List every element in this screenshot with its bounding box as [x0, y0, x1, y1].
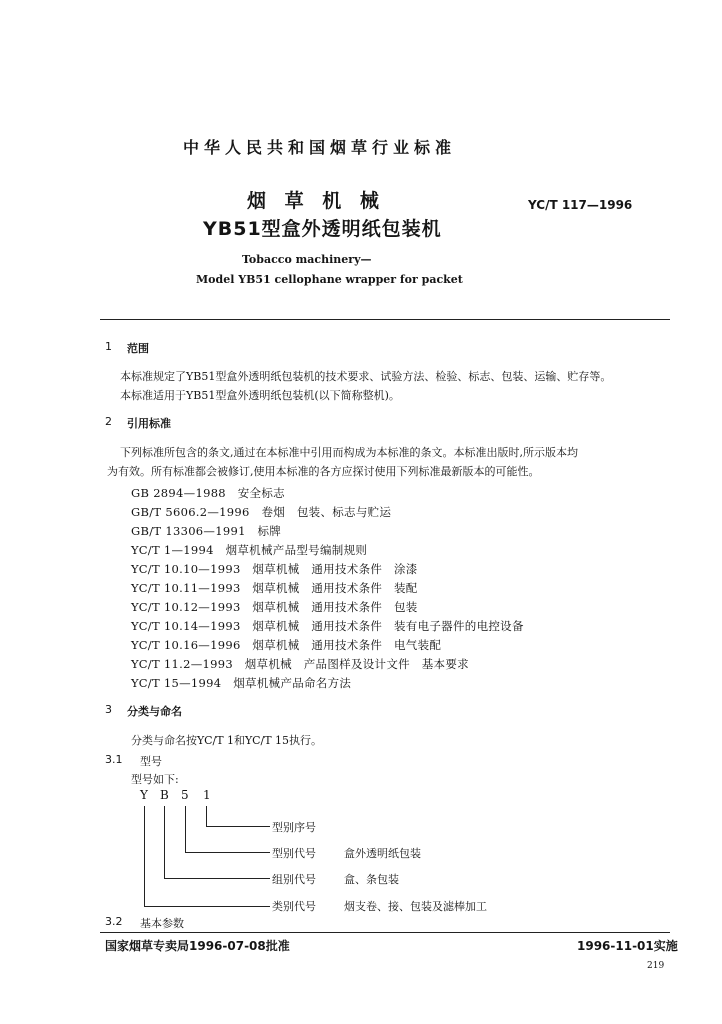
section-2-number: 2: [105, 415, 112, 428]
section-3-1-heading: 型号: [140, 755, 162, 768]
section-1-heading: 范围: [127, 342, 149, 355]
connector-line: [164, 806, 165, 878]
header-divider: [100, 319, 670, 320]
reference-item: YC/T 15—1994 烟草机械产品命名方法: [131, 676, 352, 690]
section-2-heading: 引用标准: [127, 417, 171, 430]
reference-item: GB/T 13306—1991 标牌: [131, 524, 282, 538]
reference-item: GB/T 5606.2—1996 卷烟 包装、标志与贮运: [131, 505, 392, 519]
effective-date: 1996-11-01实施: [577, 939, 678, 953]
section-3-number: 3: [105, 703, 112, 716]
connector-line: [185, 852, 270, 853]
footer-divider: [100, 932, 670, 933]
doc-title-line1: 烟 草 机 械: [247, 190, 385, 212]
diagram-desc: 盒、条包装: [344, 873, 399, 886]
diagram-label: 型别代号: [272, 847, 316, 860]
diagram-desc: 烟支卷、接、包装及滤棒加工: [344, 900, 487, 913]
connector-line: [206, 806, 207, 826]
section-3-heading: 分类与命名: [127, 705, 182, 718]
connector-line: [164, 878, 270, 879]
section-1-number: 1: [105, 340, 112, 353]
diagram-label: 型别序号: [272, 821, 316, 834]
model-letter: 1: [203, 788, 211, 802]
section-2-para-line-2: 为有效。所有标准都会被修订,使用本标准的各方应探讨使用下列标准最新版本的可能性。: [107, 465, 540, 478]
doc-title-line2: YB51型盒外透明纸包装机: [203, 218, 442, 240]
section-3-para: 分类与命名按YC/T 1和YC/T 15执行。: [131, 734, 323, 747]
reference-item: YC/T 1—1994 烟草机械产品型号编制规则: [131, 543, 368, 557]
reference-item: GB 2894—1988 安全标志: [131, 486, 285, 500]
connector-line: [206, 826, 270, 827]
reference-item: YC/T 10.12—1993 烟草机械 通用技术条件 包装: [131, 600, 418, 614]
page-number: 219: [647, 961, 665, 971]
standard-number: YC/T 117—1996: [528, 198, 633, 212]
section-3-1-number: 3.1: [105, 753, 123, 766]
connector-line: [185, 806, 186, 852]
model-letter: B: [160, 788, 169, 802]
section-3-2-number: 3.2: [105, 915, 123, 928]
model-letter: 5: [181, 788, 189, 802]
diagram-label: 类别代号: [272, 900, 316, 913]
reference-item: YC/T 10.10—1993 烟草机械 通用技术条件 涂漆: [131, 562, 418, 576]
model-letter: Y: [140, 788, 148, 802]
section-1-para-1: 本标准规定了YB51型盒外透明纸包装机的技术要求、试验方法、检验、标志、包装、运输、贮存等。: [120, 370, 612, 383]
section-3-1-para: 型号如下:: [131, 773, 179, 786]
english-title-line2: Model YB51 cellophane wrapper for packet: [196, 273, 463, 286]
connector-line: [144, 806, 145, 906]
english-title-line1: Tobacco machinery—: [242, 253, 372, 266]
approval-line: 国家烟草专卖局1996-07-08批准: [105, 939, 290, 953]
connector-line: [144, 906, 270, 907]
section-1-para-2: 本标准适用于YB51型盒外透明纸包装机(以下简称整机)。: [120, 389, 400, 402]
reference-item: YC/T 10.14—1993 烟草机械 通用技术条件 装有电子器件的电控设备: [131, 619, 524, 633]
issuer-title: 中华人民共和国烟草行业标准: [183, 138, 457, 157]
section-3-2-heading: 基本参数: [140, 917, 184, 930]
section-2-para-line-1: 下列标准所包含的条文,通过在本标准中引用而构成为本标准的条文。本标准出版时,所示版本均: [120, 446, 578, 459]
reference-item: YC/T 10.16—1996 烟草机械 通用技术条件 电气装配: [131, 638, 442, 652]
diagram-desc: 盒外透明纸包装: [344, 847, 421, 860]
reference-item: YC/T 11.2—1993 烟草机械 产品图样及设计文件 基本要求: [131, 657, 469, 671]
reference-item: YC/T 10.11—1993 烟草机械 通用技术条件 装配: [131, 581, 418, 595]
diagram-label: 组别代号: [272, 873, 316, 886]
